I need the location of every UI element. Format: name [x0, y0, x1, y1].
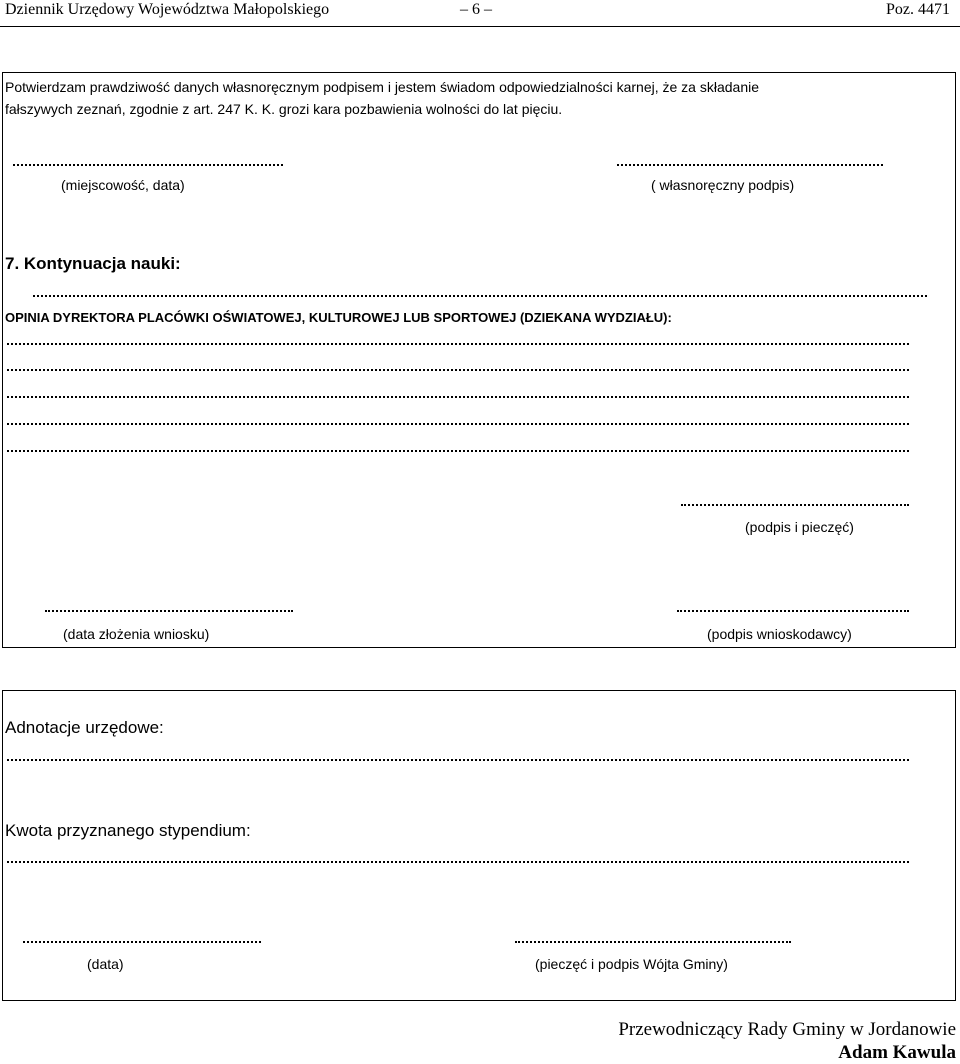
submission-date-label: (data złożenia wniosku): [63, 626, 210, 642]
annotations-line: [7, 759, 909, 761]
applicant-section: [2, 72, 956, 648]
place-date-label: (miejscowość, data): [61, 177, 185, 193]
page-number: – 6 –: [460, 1, 492, 18]
opinion-line-1: [7, 343, 909, 345]
opinion-line-4: [7, 423, 909, 425]
opinion-line-5: [7, 450, 909, 452]
own-signature-label: ( własnoręczny podpis): [651, 177, 795, 193]
applicant-signature-label: (podpis wnioskodawcy): [707, 626, 852, 642]
applicant-signature-line: [677, 610, 909, 612]
mayor-stamp-line: [515, 941, 791, 943]
opinion-line-2: [7, 369, 909, 371]
own-signature-line: [617, 164, 883, 166]
position-number: Poz. 4471: [886, 1, 950, 18]
mayor-stamp-label: (pieczęć i podpis Wójta Gminy): [535, 956, 728, 972]
declaration-line-1: Potwierdzam prawdziwość danych własnoręcznym podpisem i jestem świadom odpowiedzialności karnej, że za składanie: [5, 79, 760, 95]
journal-title: Dziennik Urzędowy Województwa Małopolskiego: [5, 1, 330, 18]
opinion-title: OPINIA DYREKTORA PLACÓWKI OŚWIATOWEJ, KULTUROWEJ LUB SPORTOWEJ (DZIEKANA WYDZIAŁU):: [5, 310, 672, 325]
page-header: [0, 0, 960, 27]
submission-date-line: [45, 610, 293, 612]
continuation-title: 7. Kontynuacja nauki:: [5, 254, 181, 273]
amount-label: Kwota przyznanego stypendium:: [5, 821, 251, 840]
amount-line: [7, 861, 909, 863]
official-section: [2, 690, 956, 1001]
date-line: [23, 941, 261, 943]
stamp-label: (podpis i pieczęć): [745, 519, 854, 535]
place-date-line: [13, 164, 283, 166]
council-chairman-role: Przewodniczący Rady Gminy w Jordanowie: [618, 1019, 956, 1040]
declaration-line-2: fałszywych zeznań, zgodnie z art. 247 K. K. grozi kara pozbawienia wolności do lat pięciu.: [5, 101, 563, 117]
council-chairman-name: Adam Kawula: [838, 1042, 956, 1063]
annotations-label: Adnotacje urzędowe:: [5, 718, 164, 737]
opinion-line-3: [7, 396, 909, 398]
date-label: (data): [87, 956, 124, 972]
stamp-line: [681, 504, 909, 506]
continuation-line: [33, 295, 927, 297]
